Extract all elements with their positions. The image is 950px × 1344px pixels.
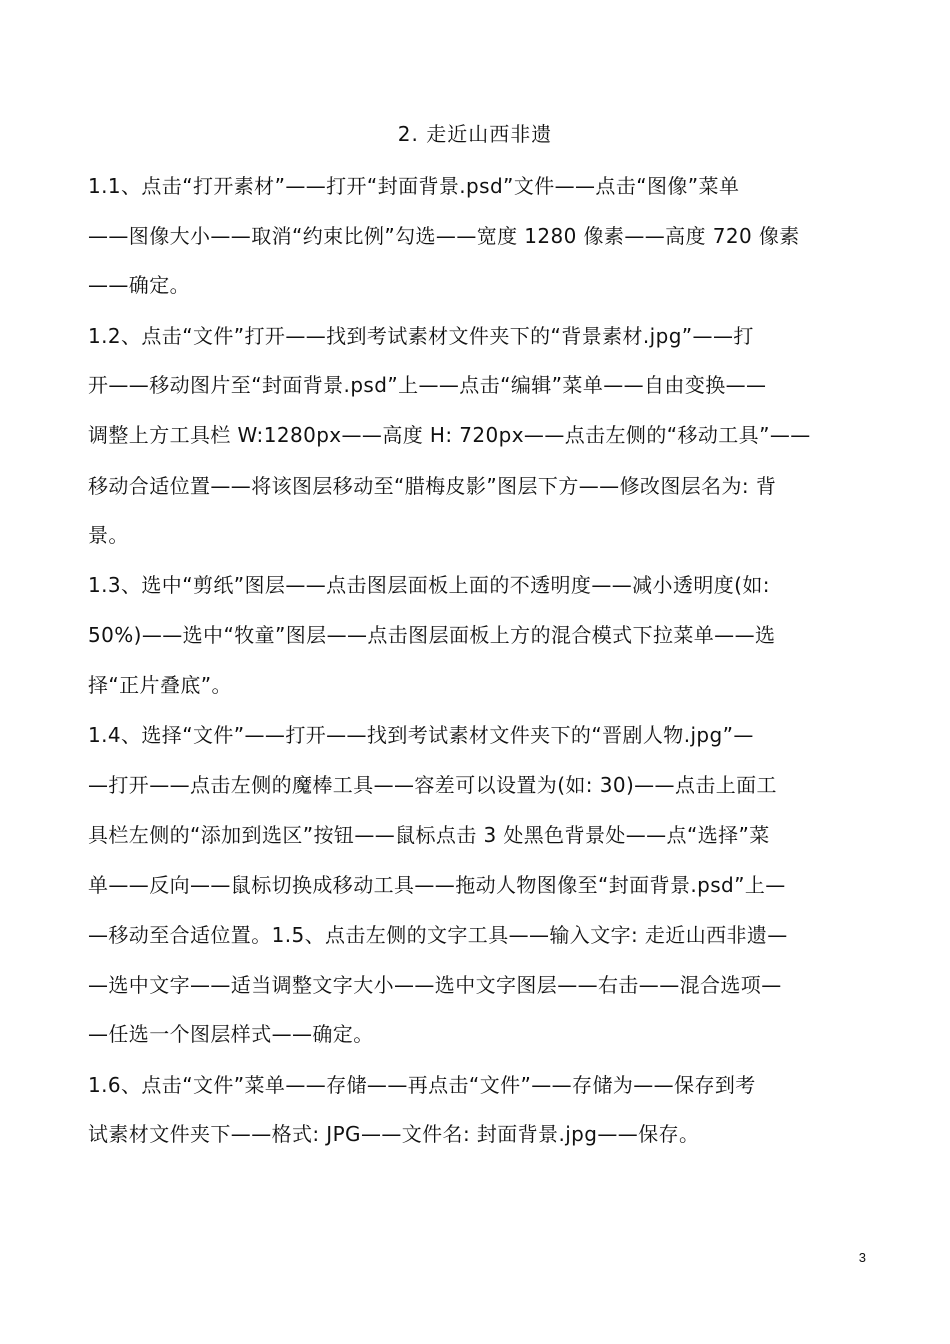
text-line: 50%)——选中“牧童”图层——点击图层面板上方的混合模式下拉菜单——选 xyxy=(88,623,776,647)
text-line: 1.1、点击“打开素材”——打开“封面背景.psd”文件——点击“图像”菜单 xyxy=(88,174,740,198)
text-line: 1.3、选中“剪纸”图层——点击图层面板上面的不透明度——减小透明度(如: xyxy=(88,573,770,597)
text-line: 择“正片叠底”。 xyxy=(88,673,232,697)
text-line: —打开——点击左侧的魔棒工具——容差可以设置为(如: 30)——点击上面工 xyxy=(88,773,777,797)
text-line: 开——移动图片至“封面背景.psd”上——点击“编辑”菜单——自由变换—— xyxy=(88,373,767,397)
text-line: 1.6、点击“文件”菜单——存储——再点击“文件”——存储为——保存到考 xyxy=(88,1073,756,1097)
text-line: 1.4、选择“文件”——打开——找到考试素材文件夹下的“晋剧人物.jpg”— xyxy=(88,723,754,747)
text-line: 1.2、点击“文件”打开——找到考试素材文件夹下的“背景素材.jpg”——打 xyxy=(88,324,754,348)
text-line: —选中文字——适当调整文字大小——选中文字图层——右击——混合选项— xyxy=(88,973,782,997)
section-title: 2. 走近山西非遗 xyxy=(397,122,553,146)
text-line: —移动至合适位置。1.5、点击左侧的文字工具——输入文字: 走近山西非遗— xyxy=(88,923,788,947)
text-line: 试素材文件夹下——格式: JPG——文件名: 封面背景.jpg——保存。 xyxy=(88,1122,700,1146)
text-line: 单——反向——鼠标切换成移动工具——拖动人物图像至“封面背景.psd”上— xyxy=(88,873,786,897)
text-line: 调整上方工具栏 W:1280px——高度 H: 720px——点击左侧的“移动工具”—— xyxy=(88,423,811,447)
text-line: —任选一个图层样式——确定。 xyxy=(88,1022,374,1046)
text-line: 移动合适位置——将该图层移动至“腊梅皮影”图层下方——修改图层名为: 背 xyxy=(88,474,777,498)
text-line: ——图像大小——取消“约束比例”勾选——宽度 1280 像素——高度 720 像素 xyxy=(88,224,800,248)
text-line: ——确定。 xyxy=(88,273,190,297)
text-line: 景。 xyxy=(88,523,129,547)
text-line: 具栏左侧的“添加到选区”按钮——鼠标点击 3 处黑色背景处——点“选择”菜 xyxy=(88,823,770,847)
page-number: 3 xyxy=(858,1250,866,1265)
